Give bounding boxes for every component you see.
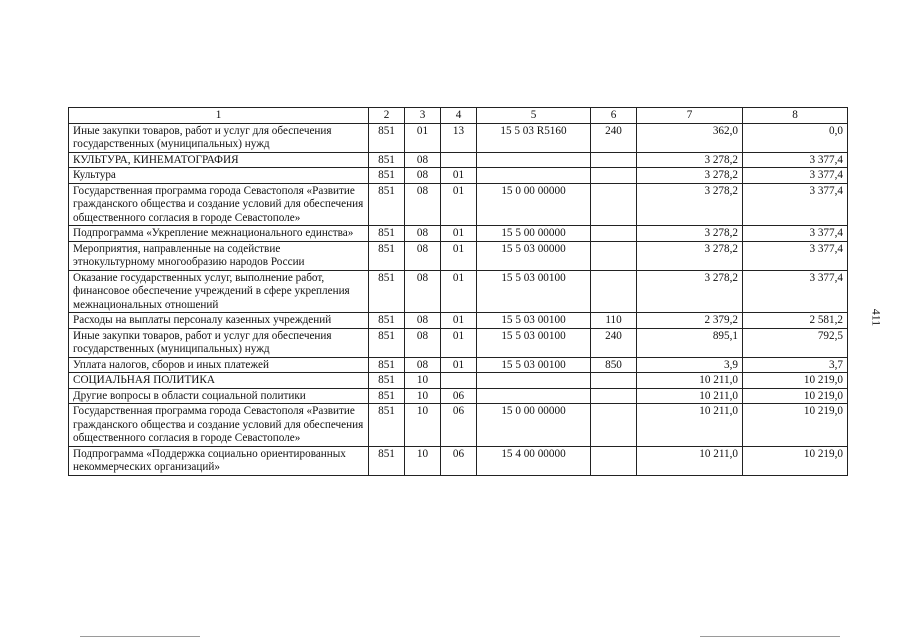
cell-amount-year1: 3 278,2	[637, 183, 743, 226]
cell-amount-year2: 10 219,0	[743, 388, 848, 404]
budget-table	[68, 107, 848, 476]
cell-target-article	[477, 152, 591, 168]
row-name: Иные закупки товаров, работ и услуг для обеспечения государственных (муниципальных) нужд	[69, 123, 369, 152]
cell-target-article: 15 5 03 R5160	[477, 123, 591, 152]
cell-subsection: 01	[441, 241, 477, 270]
cell-section: 08	[405, 226, 441, 242]
column-header: 5	[477, 108, 591, 124]
cell-expense-type	[591, 152, 637, 168]
row-name: Уплата налогов, сборов и иных платежей	[69, 357, 369, 373]
column-header: 3	[405, 108, 441, 124]
cell-amount-year2: 3 377,4	[743, 183, 848, 226]
cell-ministry-code: 851	[369, 168, 405, 184]
cell-subsection: 01	[441, 328, 477, 357]
cell-amount-year1: 895,1	[637, 328, 743, 357]
cell-expense-type	[591, 168, 637, 184]
column-header: 4	[441, 108, 477, 124]
cell-target-article	[477, 373, 591, 389]
cell-amount-year2: 10 219,0	[743, 373, 848, 389]
cell-subsection: 01	[441, 226, 477, 242]
cell-expense-type	[591, 373, 637, 389]
cell-section: 10	[405, 404, 441, 447]
table-row	[69, 226, 848, 242]
cell-amount-year2: 10 219,0	[743, 404, 848, 447]
cell-section: 01	[405, 123, 441, 152]
cell-section: 08	[405, 313, 441, 329]
cell-amount-year1: 362,0	[637, 123, 743, 152]
row-name: Подпрограмма «Поддержка социально ориентированных некоммерческих организаций»	[69, 446, 369, 475]
cell-ministry-code: 851	[369, 152, 405, 168]
cell-target-article: 15 5 03 00100	[477, 328, 591, 357]
table-row	[69, 388, 848, 404]
column-header: 2	[369, 108, 405, 124]
cell-section: 08	[405, 168, 441, 184]
cell-section: 08	[405, 357, 441, 373]
cell-amount-year2: 792,5	[743, 328, 848, 357]
cell-section: 08	[405, 152, 441, 168]
cell-target-article: 15 5 03 00100	[477, 313, 591, 329]
cell-expense-type: 240	[591, 123, 637, 152]
cell-amount-year2: 2 581,2	[743, 313, 848, 329]
cell-amount-year1: 10 211,0	[637, 388, 743, 404]
scan-artifact-line	[80, 636, 200, 637]
cell-amount-year1: 3 278,2	[637, 168, 743, 184]
row-name: Подпрограмма «Укрепление межнационального единства»	[69, 226, 369, 242]
cell-target-article: 15 4 00 00000	[477, 446, 591, 475]
table-row	[69, 313, 848, 329]
cell-amount-year2: 3 377,4	[743, 241, 848, 270]
table-row	[69, 183, 848, 226]
cell-amount-year2: 3 377,4	[743, 152, 848, 168]
cell-ministry-code: 851	[369, 270, 405, 313]
cell-expense-type: 110	[591, 313, 637, 329]
cell-section: 08	[405, 183, 441, 226]
cell-subsection	[441, 373, 477, 389]
cell-amount-year1: 3 278,2	[637, 270, 743, 313]
row-name: Оказание государственных услуг, выполнение работ, финансовое обеспечение учреждений в сфере укрепления межнациональных отношений	[69, 270, 369, 313]
cell-amount-year1: 2 379,2	[637, 313, 743, 329]
row-name: Государственная программа города Севастополя «Развитие гражданского общества и создание условий для обеспечения общественного согласия в городе Севастополе»	[69, 404, 369, 447]
cell-target-article: 15 5 03 00100	[477, 357, 591, 373]
table-row	[69, 152, 848, 168]
cell-target-article: 15 5 00 00000	[477, 226, 591, 242]
cell-ministry-code: 851	[369, 123, 405, 152]
row-name: Культура	[69, 168, 369, 184]
cell-section: 10	[405, 388, 441, 404]
cell-section: 10	[405, 446, 441, 475]
cell-target-article: 15 5 03 00000	[477, 241, 591, 270]
row-name: Государственная программа города Севастополя «Развитие гражданского общества и создание условий для обеспечения общественного согласия в городе Севастополе»	[69, 183, 369, 226]
row-name: СОЦИАЛЬНАЯ ПОЛИТИКА	[69, 373, 369, 389]
cell-target-article: 15 5 03 00100	[477, 270, 591, 313]
cell-section: 08	[405, 270, 441, 313]
cell-amount-year1: 3 278,2	[637, 152, 743, 168]
cell-ministry-code: 851	[369, 373, 405, 389]
row-name: КУЛЬТУРА, КИНЕМАТОГРАФИЯ	[69, 152, 369, 168]
cell-subsection: 01	[441, 168, 477, 184]
cell-ministry-code: 851	[369, 388, 405, 404]
cell-amount-year2: 3 377,4	[743, 270, 848, 313]
cell-target-article	[477, 388, 591, 404]
cell-ministry-code: 851	[369, 313, 405, 329]
cell-amount-year1: 3 278,2	[637, 226, 743, 242]
cell-expense-type: 850	[591, 357, 637, 373]
cell-ministry-code: 851	[369, 241, 405, 270]
table-row	[69, 404, 848, 447]
cell-amount-year1: 10 211,0	[637, 446, 743, 475]
cell-section: 08	[405, 328, 441, 357]
cell-subsection: 01	[441, 183, 477, 226]
cell-amount-year2: 3 377,4	[743, 168, 848, 184]
column-header: 6	[591, 108, 637, 124]
cell-section: 10	[405, 373, 441, 389]
cell-expense-type	[591, 226, 637, 242]
cell-amount-year1: 3,9	[637, 357, 743, 373]
column-header: 1	[69, 108, 369, 124]
cell-target-article: 15 0 00 00000	[477, 404, 591, 447]
cell-amount-year1: 10 211,0	[637, 404, 743, 447]
table-row	[69, 328, 848, 357]
cell-subsection: 01	[441, 357, 477, 373]
cell-expense-type	[591, 183, 637, 226]
column-header: 7	[637, 108, 743, 124]
cell-expense-type	[591, 388, 637, 404]
table-row	[69, 123, 848, 152]
column-number-row	[69, 108, 848, 124]
cell-subsection: 01	[441, 313, 477, 329]
table-row	[69, 373, 848, 389]
cell-amount-year2: 3,7	[743, 357, 848, 373]
page-number: 411	[869, 308, 884, 327]
cell-ministry-code: 851	[369, 357, 405, 373]
cell-subsection	[441, 152, 477, 168]
table-row	[69, 446, 848, 475]
cell-subsection: 13	[441, 123, 477, 152]
cell-expense-type	[591, 270, 637, 313]
cell-subsection: 06	[441, 404, 477, 447]
cell-subsection: 06	[441, 388, 477, 404]
cell-ministry-code: 851	[369, 226, 405, 242]
table-row	[69, 357, 848, 373]
row-name: Мероприятия, направленные на содействие этнокультурному многообразию народов России	[69, 241, 369, 270]
cell-amount-year2: 3 377,4	[743, 226, 848, 242]
table-row	[69, 270, 848, 313]
cell-expense-type	[591, 241, 637, 270]
scan-artifact-line	[700, 636, 840, 637]
cell-amount-year2: 10 219,0	[743, 446, 848, 475]
cell-subsection: 01	[441, 270, 477, 313]
cell-amount-year1: 3 278,2	[637, 241, 743, 270]
table-row	[69, 168, 848, 184]
cell-section: 08	[405, 241, 441, 270]
cell-ministry-code: 851	[369, 404, 405, 447]
cell-target-article: 15 0 00 00000	[477, 183, 591, 226]
column-header: 8	[743, 108, 848, 124]
cell-ministry-code: 851	[369, 446, 405, 475]
cell-subsection: 06	[441, 446, 477, 475]
cell-expense-type	[591, 404, 637, 447]
row-name: Иные закупки товаров, работ и услуг для обеспечения государственных (муниципальных) нужд	[69, 328, 369, 357]
cell-expense-type	[591, 446, 637, 475]
cell-ministry-code: 851	[369, 328, 405, 357]
cell-amount-year1: 10 211,0	[637, 373, 743, 389]
row-name: Другие вопросы в области социальной политики	[69, 388, 369, 404]
cell-amount-year2: 0,0	[743, 123, 848, 152]
cell-ministry-code: 851	[369, 183, 405, 226]
cell-target-article	[477, 168, 591, 184]
row-name: Расходы на выплаты персоналу казенных учреждений	[69, 313, 369, 329]
table-row	[69, 241, 848, 270]
cell-expense-type: 240	[591, 328, 637, 357]
